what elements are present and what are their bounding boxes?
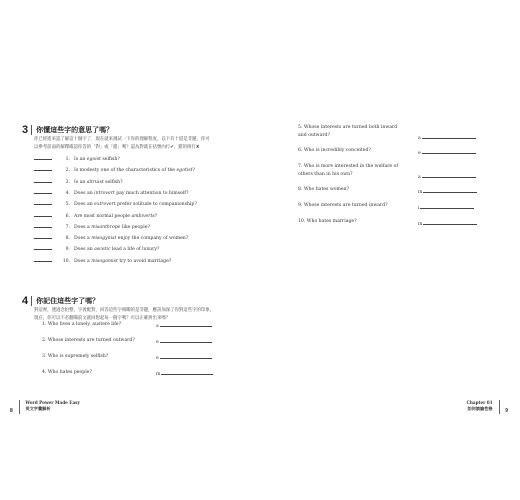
answer-field[interactable] xyxy=(418,134,476,141)
question-text: 1. Who lives a lonely, austere life? xyxy=(42,322,122,327)
question-text xyxy=(298,218,357,226)
question-text xyxy=(298,202,388,210)
item-keyword: introvert xyxy=(94,190,115,196)
list-item xyxy=(34,245,159,252)
item-keyword: ambiverts xyxy=(131,213,155,219)
answer-field[interactable] xyxy=(418,188,477,195)
answer-prefix: a xyxy=(418,136,421,141)
item-number: 6. xyxy=(65,213,70,219)
question-line: 9. Whose interests are turned inward? xyxy=(298,203,388,208)
intro-line: 以參考前面的解釋確認你答的「對」或「錯」嗎？認為對就在括號內打✔，錯的則打✘ xyxy=(34,145,200,150)
item-text: ? xyxy=(192,168,195,174)
footer-divider xyxy=(19,400,20,414)
book-subtitle: 英文字彙解析 xyxy=(25,406,51,411)
item-keyword: misanthrope xyxy=(91,224,121,230)
item-text: selfish? xyxy=(103,179,123,185)
question-line: 6. Who is incredibly conceited? xyxy=(298,148,371,153)
item-text: ? xyxy=(154,213,158,219)
section-3-number: 3 xyxy=(22,124,29,136)
question-text xyxy=(298,163,398,179)
item-text: Does an xyxy=(74,190,95,196)
answer-prefix: a xyxy=(156,324,159,329)
answer-field[interactable] xyxy=(156,322,212,329)
answer-line[interactable] xyxy=(160,322,212,327)
right-page xyxy=(260,0,520,500)
item-text: prefer solitude to companionship? xyxy=(115,202,197,208)
answer-prefix: a xyxy=(418,175,421,180)
question-text: 2. Whose interests are turned outward? xyxy=(42,338,135,343)
item-number: 1. xyxy=(65,157,70,162)
list-item xyxy=(34,178,123,185)
answer-field[interactable] xyxy=(156,354,212,361)
item-text: try to avoid marriage? xyxy=(117,258,172,264)
list-item xyxy=(34,155,120,162)
item-keyword: egoist xyxy=(86,157,101,162)
answer-prefix: e xyxy=(418,151,421,156)
book-title: Word Power Made Easy xyxy=(25,400,80,405)
item-number: 4. xyxy=(65,190,70,196)
item-text: lead a life of luxury? xyxy=(110,247,160,253)
list-item xyxy=(34,189,188,196)
chapter-label: Chapter 01 xyxy=(466,400,493,405)
item-text: Does a xyxy=(74,258,92,264)
list-item xyxy=(34,223,150,230)
item-number: 10. xyxy=(62,258,70,264)
item-keyword: misogamist xyxy=(91,258,118,264)
item-number: 8. xyxy=(65,236,70,242)
section-4-number: 4 xyxy=(22,295,29,307)
section-divider xyxy=(31,296,32,306)
answer-prefix: m xyxy=(418,222,423,227)
section-divider xyxy=(31,125,32,135)
item-text: Does an xyxy=(74,202,95,208)
answer-line[interactable] xyxy=(423,188,477,193)
answer-blank[interactable] xyxy=(34,234,52,239)
footer-right-text xyxy=(467,400,493,412)
section-4-title: 你記住這些字了嗎？ xyxy=(36,296,100,305)
footer-left-text xyxy=(25,400,80,412)
item-text: selfish? xyxy=(100,157,120,162)
answer-prefix: m xyxy=(418,190,423,195)
item-text: Is an xyxy=(74,179,87,185)
answer-field[interactable] xyxy=(156,338,212,345)
answer-blank[interactable] xyxy=(34,257,52,262)
footer-left xyxy=(10,400,80,414)
answer-blank[interactable] xyxy=(34,212,52,217)
item-text: Is modesty one of the characteristics of the xyxy=(74,168,177,174)
item-text: enjoy the company of women? xyxy=(116,236,189,242)
answer-blank[interactable] xyxy=(34,178,52,183)
question-line: 7. Who is more interested in the welfare of xyxy=(298,164,399,169)
answer-line[interactable] xyxy=(161,370,213,375)
footer-right xyxy=(467,400,508,414)
item-keyword: extrovert xyxy=(94,202,116,208)
answer-prefix: i xyxy=(418,206,420,211)
list-item xyxy=(34,212,157,219)
answer-blank[interactable] xyxy=(34,155,52,160)
question-text xyxy=(298,124,397,140)
list-item xyxy=(34,234,188,241)
list-item xyxy=(34,200,197,207)
answer-field[interactable] xyxy=(418,149,476,156)
intro-line: 現在，你可以不必翻閱前文就回想起每一個字嗎？可以正確拼出來嗎？ xyxy=(34,316,171,321)
section-3-intro xyxy=(34,136,210,152)
item-number: 3. xyxy=(65,179,70,185)
answer-field[interactable] xyxy=(418,173,476,180)
answer-blank[interactable] xyxy=(34,223,52,228)
question-text xyxy=(298,147,371,155)
answer-field[interactable] xyxy=(418,220,477,227)
list-item xyxy=(34,166,195,173)
answer-field[interactable] xyxy=(156,370,213,377)
item-number: 5. xyxy=(65,202,70,208)
answer-prefix: e xyxy=(156,356,159,361)
page-number-left: 8 xyxy=(10,408,13,414)
intro-line: 你已經進來認了解這十個字了，現在就來測試一下你的理解程度，以下有十道是非題，你可 xyxy=(34,137,210,142)
answer-blank[interactable] xyxy=(34,166,52,171)
answer-line[interactable] xyxy=(422,134,476,139)
chapter-subtitle: 如何談論性格 xyxy=(467,406,493,411)
section-3-title: 你懂這些字的意思了嗎？ xyxy=(36,125,114,134)
item-text: Does an xyxy=(74,247,95,253)
question-text: 3. Who is supremely selfish? xyxy=(42,354,109,359)
answer-line[interactable] xyxy=(160,338,212,343)
item-text: Are most normal people xyxy=(74,213,132,219)
item-keyword: ascetic xyxy=(94,247,111,253)
item-number: 9. xyxy=(65,247,70,253)
question-line: 5. Whose interests are turned both inward xyxy=(298,125,398,130)
answer-blank[interactable] xyxy=(34,200,52,205)
list-item xyxy=(34,257,171,264)
item-number: 2. xyxy=(65,168,70,174)
answer-line[interactable] xyxy=(160,354,212,359)
answer-line[interactable] xyxy=(422,149,476,154)
question-text xyxy=(298,186,349,194)
item-keyword: misogynist xyxy=(91,236,117,242)
answer-blank[interactable] xyxy=(34,189,52,194)
answer-field[interactable] xyxy=(418,204,474,211)
question-line: 10. Who hates marriage? xyxy=(298,219,357,224)
item-text: Does a xyxy=(74,236,92,242)
question-line: others than in his own? xyxy=(298,172,353,177)
item-keyword: altruist xyxy=(86,179,104,185)
answer-prefix: m xyxy=(156,372,161,377)
answer-prefix: e xyxy=(156,340,159,345)
item-text: Does a xyxy=(74,224,92,230)
item-text: pay much attention to himself? xyxy=(114,190,189,196)
item-text: like people? xyxy=(120,224,150,230)
question-line: and outward? xyxy=(298,133,330,138)
item-number: 7. xyxy=(65,224,70,230)
question-line: 8. Who hates women? xyxy=(298,187,350,192)
item-text: Is an xyxy=(74,157,87,162)
answer-line[interactable] xyxy=(422,173,476,178)
intro-line: 對這裡，透過念拍整、字義配對，回答這些字相關的是非題，應該加深了你對這些字的印象， xyxy=(34,308,215,313)
section-4-header xyxy=(22,295,99,307)
answer-line[interactable] xyxy=(420,204,474,209)
item-keyword: egotist xyxy=(176,168,193,174)
question-text: 4. Who hates people? xyxy=(42,370,92,375)
section-4-intro xyxy=(34,307,214,323)
page-number-right: 9 xyxy=(505,408,508,414)
section-3-header xyxy=(22,124,113,136)
answer-line[interactable] xyxy=(423,220,477,225)
footer-divider xyxy=(499,400,500,414)
answer-blank[interactable] xyxy=(34,245,52,250)
